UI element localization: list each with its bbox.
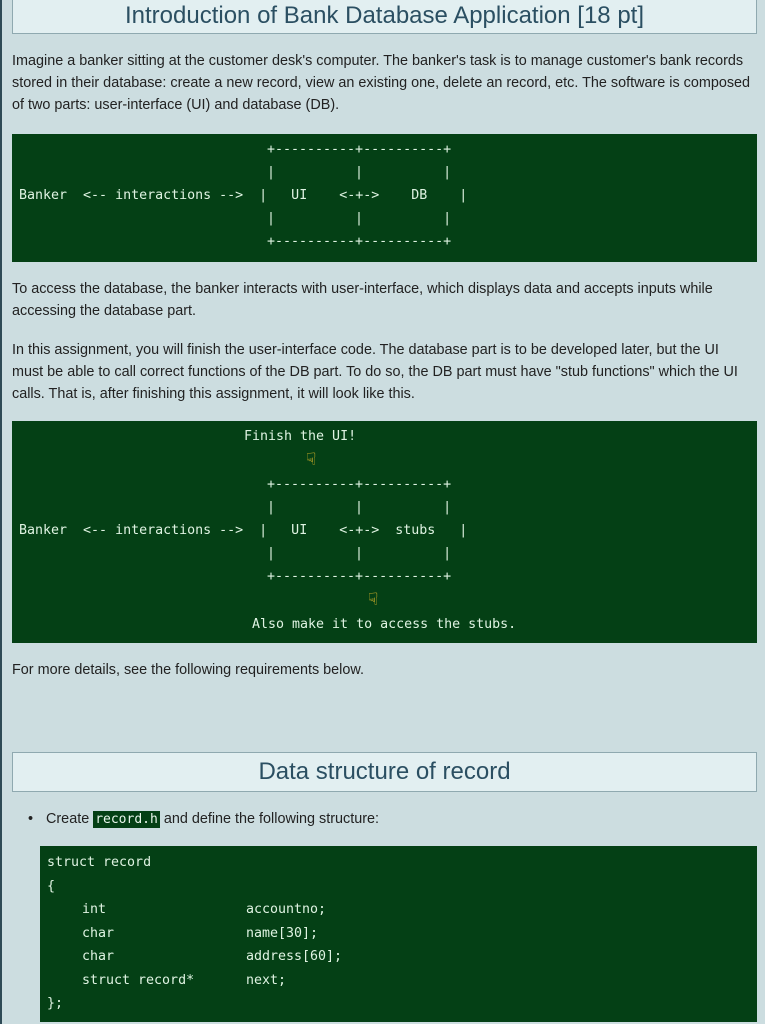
code-field-name: accountno; [246, 902, 327, 917]
page-content [12, 0, 757, 1011]
diagram-line: +----------+----------+ [267, 569, 452, 584]
intro-paragraph: Imagine a banker sitting at the customer desk's computer. The banker's task is to manage customer's bank records stored in their database: create a new record, view an existing one, delete an record, etc. The software is composed of two parts: user-interface (UI) and database (DB). [12, 53, 751, 113]
code-field-name: name[30]; [246, 926, 319, 941]
diagram-line: +----------+----------+ [267, 142, 452, 157]
diagram-line: | | | [267, 500, 452, 515]
code-line-struct-open: struct record [47, 855, 152, 870]
inline-code-filename: record.h [95, 812, 158, 827]
diagram-line: Banker <-- interactions --> | UI <-+-> stubs | [19, 523, 468, 538]
code-field-name: next; [246, 973, 287, 988]
diagram-line: | | | [267, 211, 452, 226]
code-line-brace-open: { [47, 879, 56, 894]
bullet-create-record [28, 808, 379, 831]
assignment-paragraph: In this assignment, you will finish the user-interface code. The database part is to be developed later, but the UI must be able to call correct functions of the DB part. To do so, the DB part must have "stub functions" which the UI calls. That is, after finishing this assignment, it will look like this. [12, 342, 738, 402]
diagram-line: | | | [267, 165, 452, 180]
pointing-hand-down-icon: ☟ [368, 590, 379, 610]
diagram-caption-top: Finish the UI! [244, 429, 357, 444]
diagram-line: | | | [267, 546, 452, 561]
code-field-name: address[60]; [246, 949, 343, 964]
bullet-prefix: Create [46, 811, 90, 827]
code-field-type: int [82, 902, 107, 917]
code-line-brace-close: }; [47, 996, 64, 1011]
code-block-struct [40, 846, 757, 1022]
left-border [0, 0, 2, 1024]
diagram-ui-db [12, 134, 757, 262]
code-field-type: char [82, 949, 115, 964]
code-field-type: struct record* [82, 973, 195, 988]
bullet-suffix: and define the following structure: [163, 811, 380, 827]
code-field-type: char [82, 926, 115, 941]
pointing-hand-down-icon: ☟ [306, 450, 317, 470]
section-title-introduction: Introduction of Bank Database Application [18 pt] [12, 0, 757, 34]
diagram-ui-stubs [12, 421, 757, 643]
details-paragraph: For more details, see the following requirements below. [12, 662, 364, 678]
diagram-line: +----------+----------+ [267, 234, 452, 249]
access-paragraph: To access the database, the banker interacts with user-interface, which displays data and accepts inputs while accessing the database part. [12, 281, 713, 319]
section-title-data-structure: Data structure of record [12, 752, 757, 792]
diagram-caption-bottom: Also make it to access the stubs. [252, 617, 517, 632]
diagram-line: Banker <-- interactions --> | UI <-+-> DB | [19, 188, 468, 203]
diagram-line: +----------+----------+ [267, 477, 452, 492]
bullet-dot: • [28, 811, 34, 827]
